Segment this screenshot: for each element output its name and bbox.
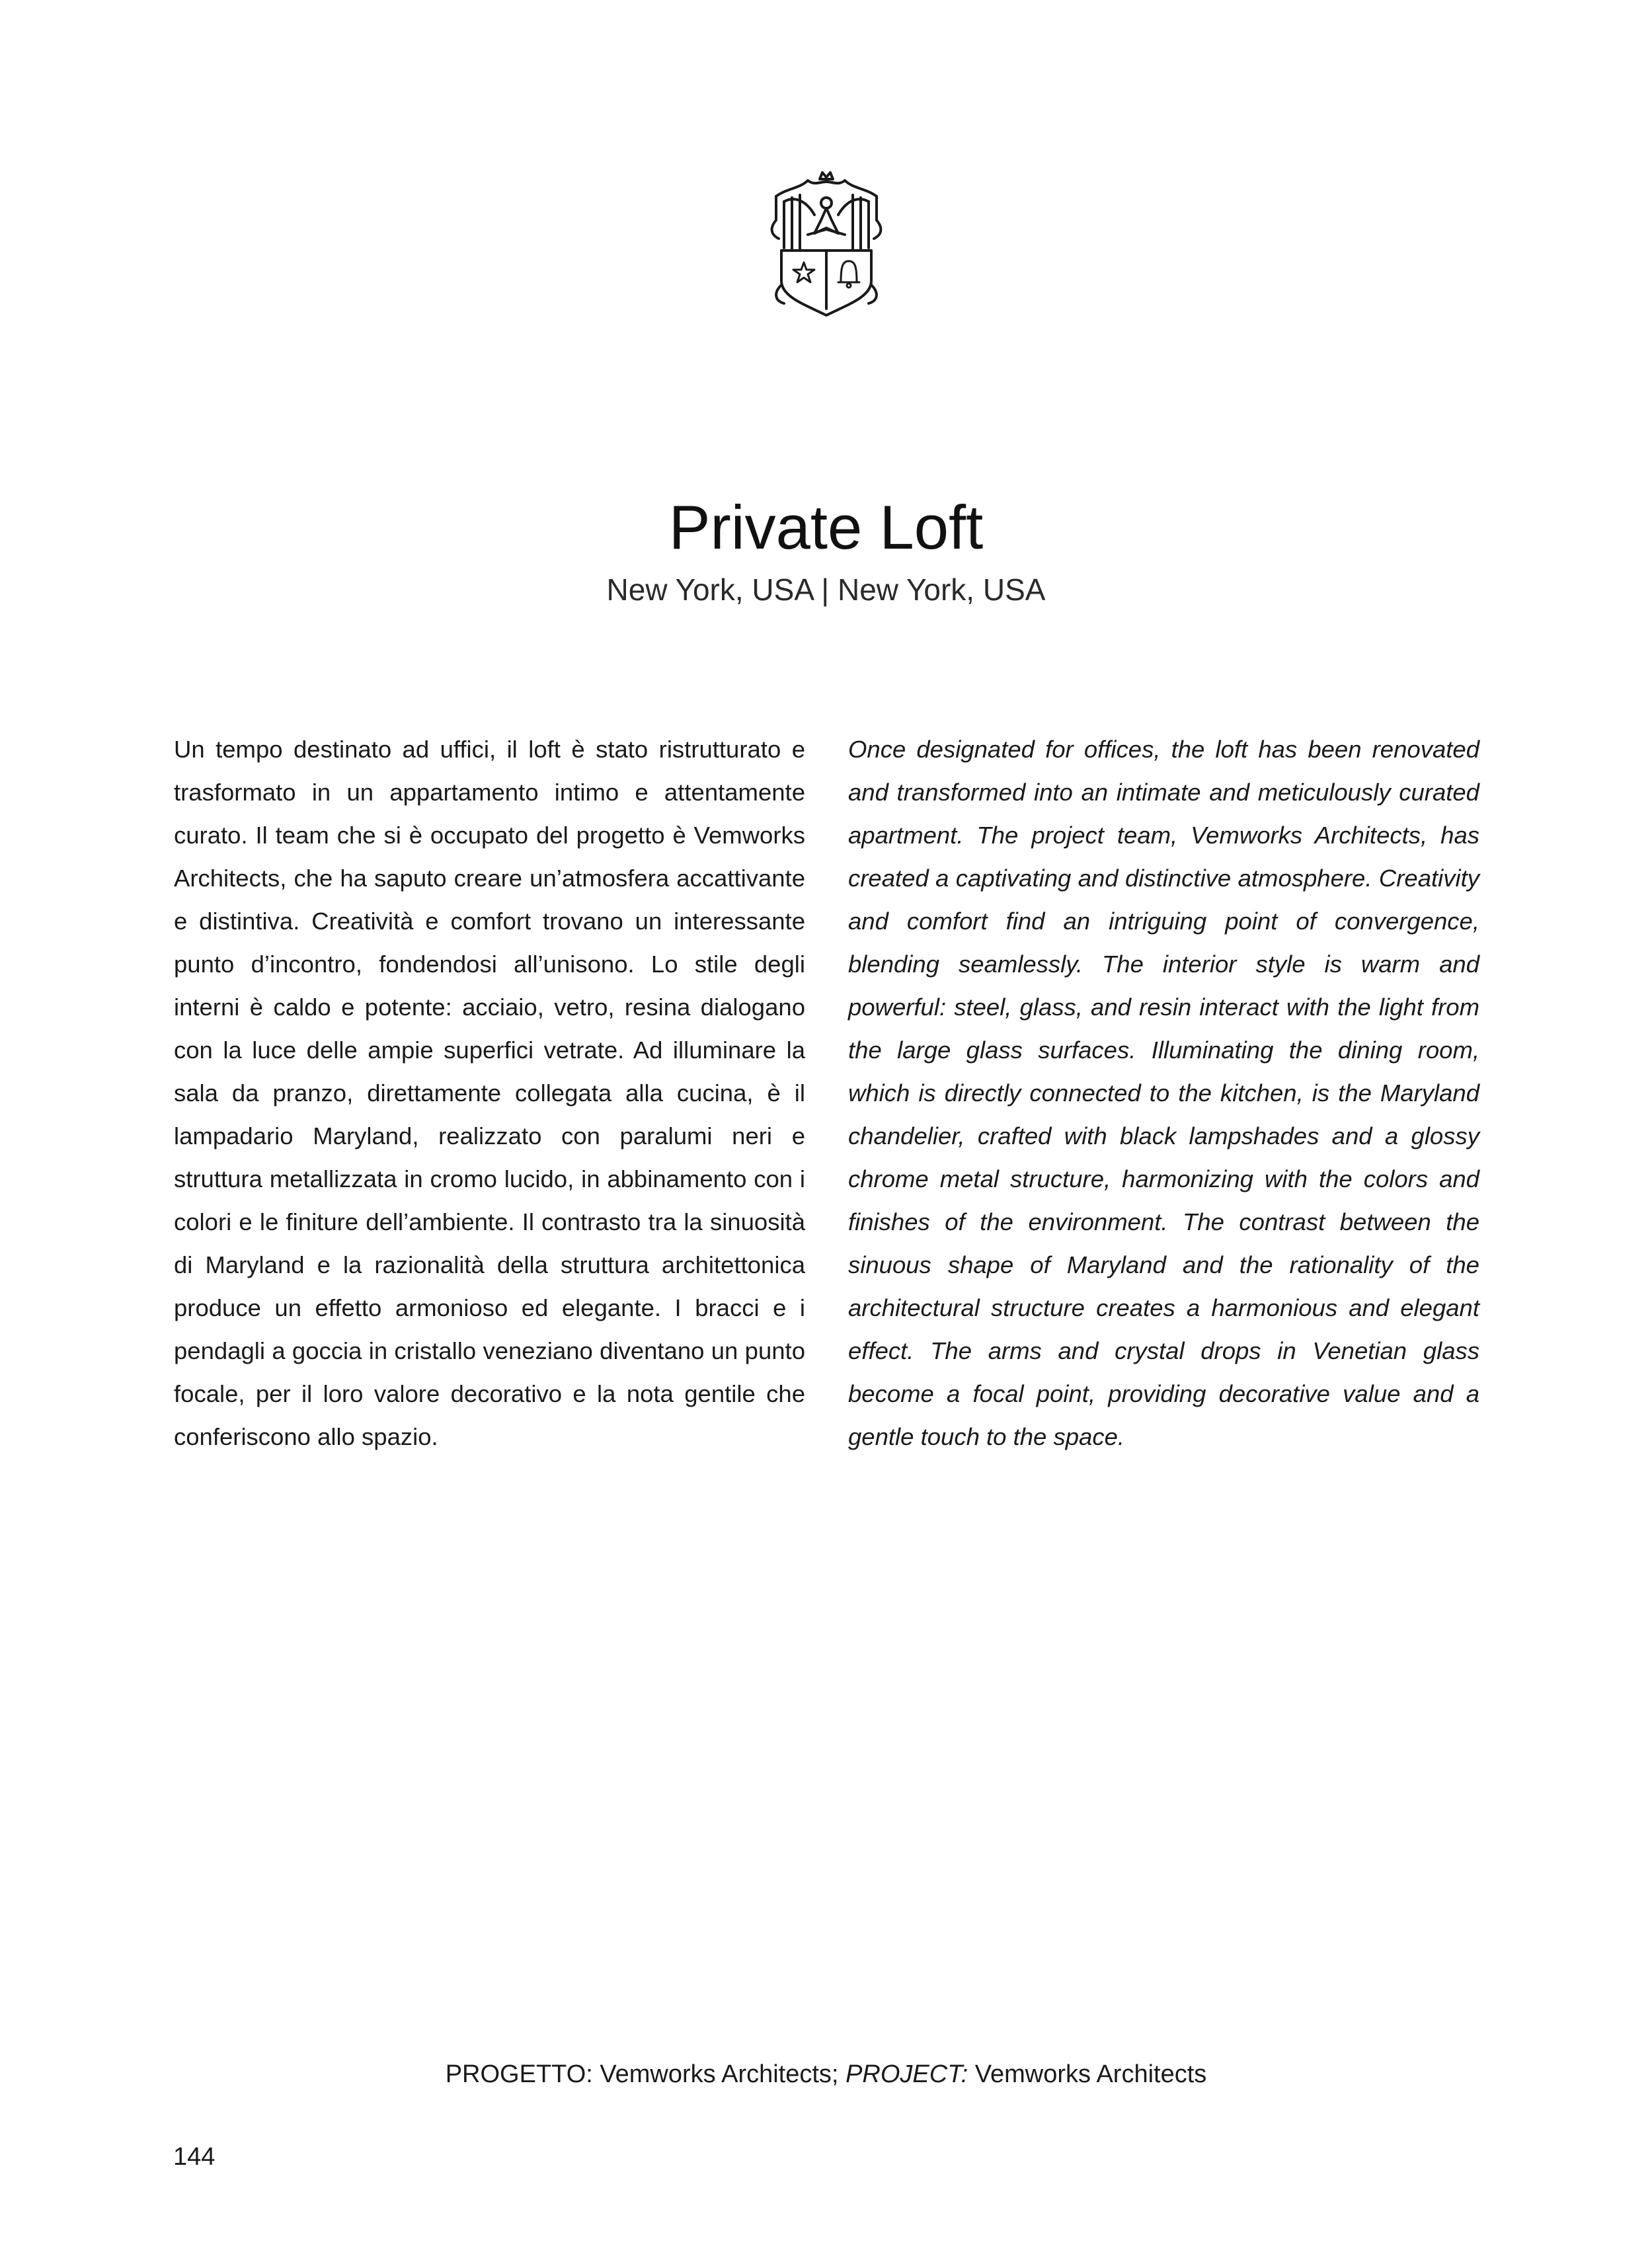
eagle-crest-icon <box>767 169 886 321</box>
page-number: 144 <box>173 2143 216 2171</box>
credit-value-en: Vemworks Architects <box>974 2060 1207 2088</box>
page-title: Private Loft <box>668 492 984 562</box>
italian-text-column: Un tempo destinato ad uffici, il loft è stato ristrutturato e trasformato in un appartamento intimo e attentamente curato. Il team che si è occupato del progetto è Vemworks Architects, che ha saputo creare un’atmosfera accattivante e distintiva. Creatività e comfort trovano un interessante punto d’incontro, fondendosi all’unisono. Lo stile degli interni è caldo e potente: acciaio, vetro, resina dialogano con la luce delle ampie superfici vetrate. Ad illuminare la sala da pranzo, direttamente collegata alla cucina, è il lampadario Maryland, realizzato con paralumi neri e struttura metallizzata in cromo lucido, in abbinamento con i colori e le finiture dell’ambiente. Il contrasto tra la sinuosità di Maryland e la razionalità della struttura architettonica produce un effetto armonioso ed elegante. I bracci e i pendagli a goccia in cristallo veneziano diventano un punto focale, per il loro valore decorativo e la nota gentile che conferiscono allo spazio. <box>174 736 805 1450</box>
credit-label-it: PROGETTO: <box>445 2060 593 2088</box>
project-credit <box>0 2058 1652 2091</box>
location-subtitle: New York, USA | New York, USA <box>606 572 1046 607</box>
credit-label-en: PROJECT: <box>846 2060 968 2088</box>
credit-value-it: Vemworks Architects; <box>600 2060 839 2088</box>
english-text-column: Once designated for offices, the loft has been renovated and transformed into an intimate and meticulously curated apartment. The project team, Vemworks Architects, has created a captivating and distinctive atmosphere. Creativity and comfort find an intriguing point of convergence, blending seamlessly. The interior style is warm and powerful: steel, glass, and resin interact with the light from the large glass surfaces. Illuminating the dining room, which is directly connected to the kitchen, is the Maryland chandelier, crafted with black lampshades and a glossy chrome metal structure, harmonizing with the colors and finishes of the environment. The contrast between the sinuous shape of Maryland and the rationality of the architectural structure creates a harmonious and elegant effect. The arms and crystal drops in Venetian glass become a focal point, providing decorative value and a gentle touch to the space. <box>848 736 1479 1450</box>
